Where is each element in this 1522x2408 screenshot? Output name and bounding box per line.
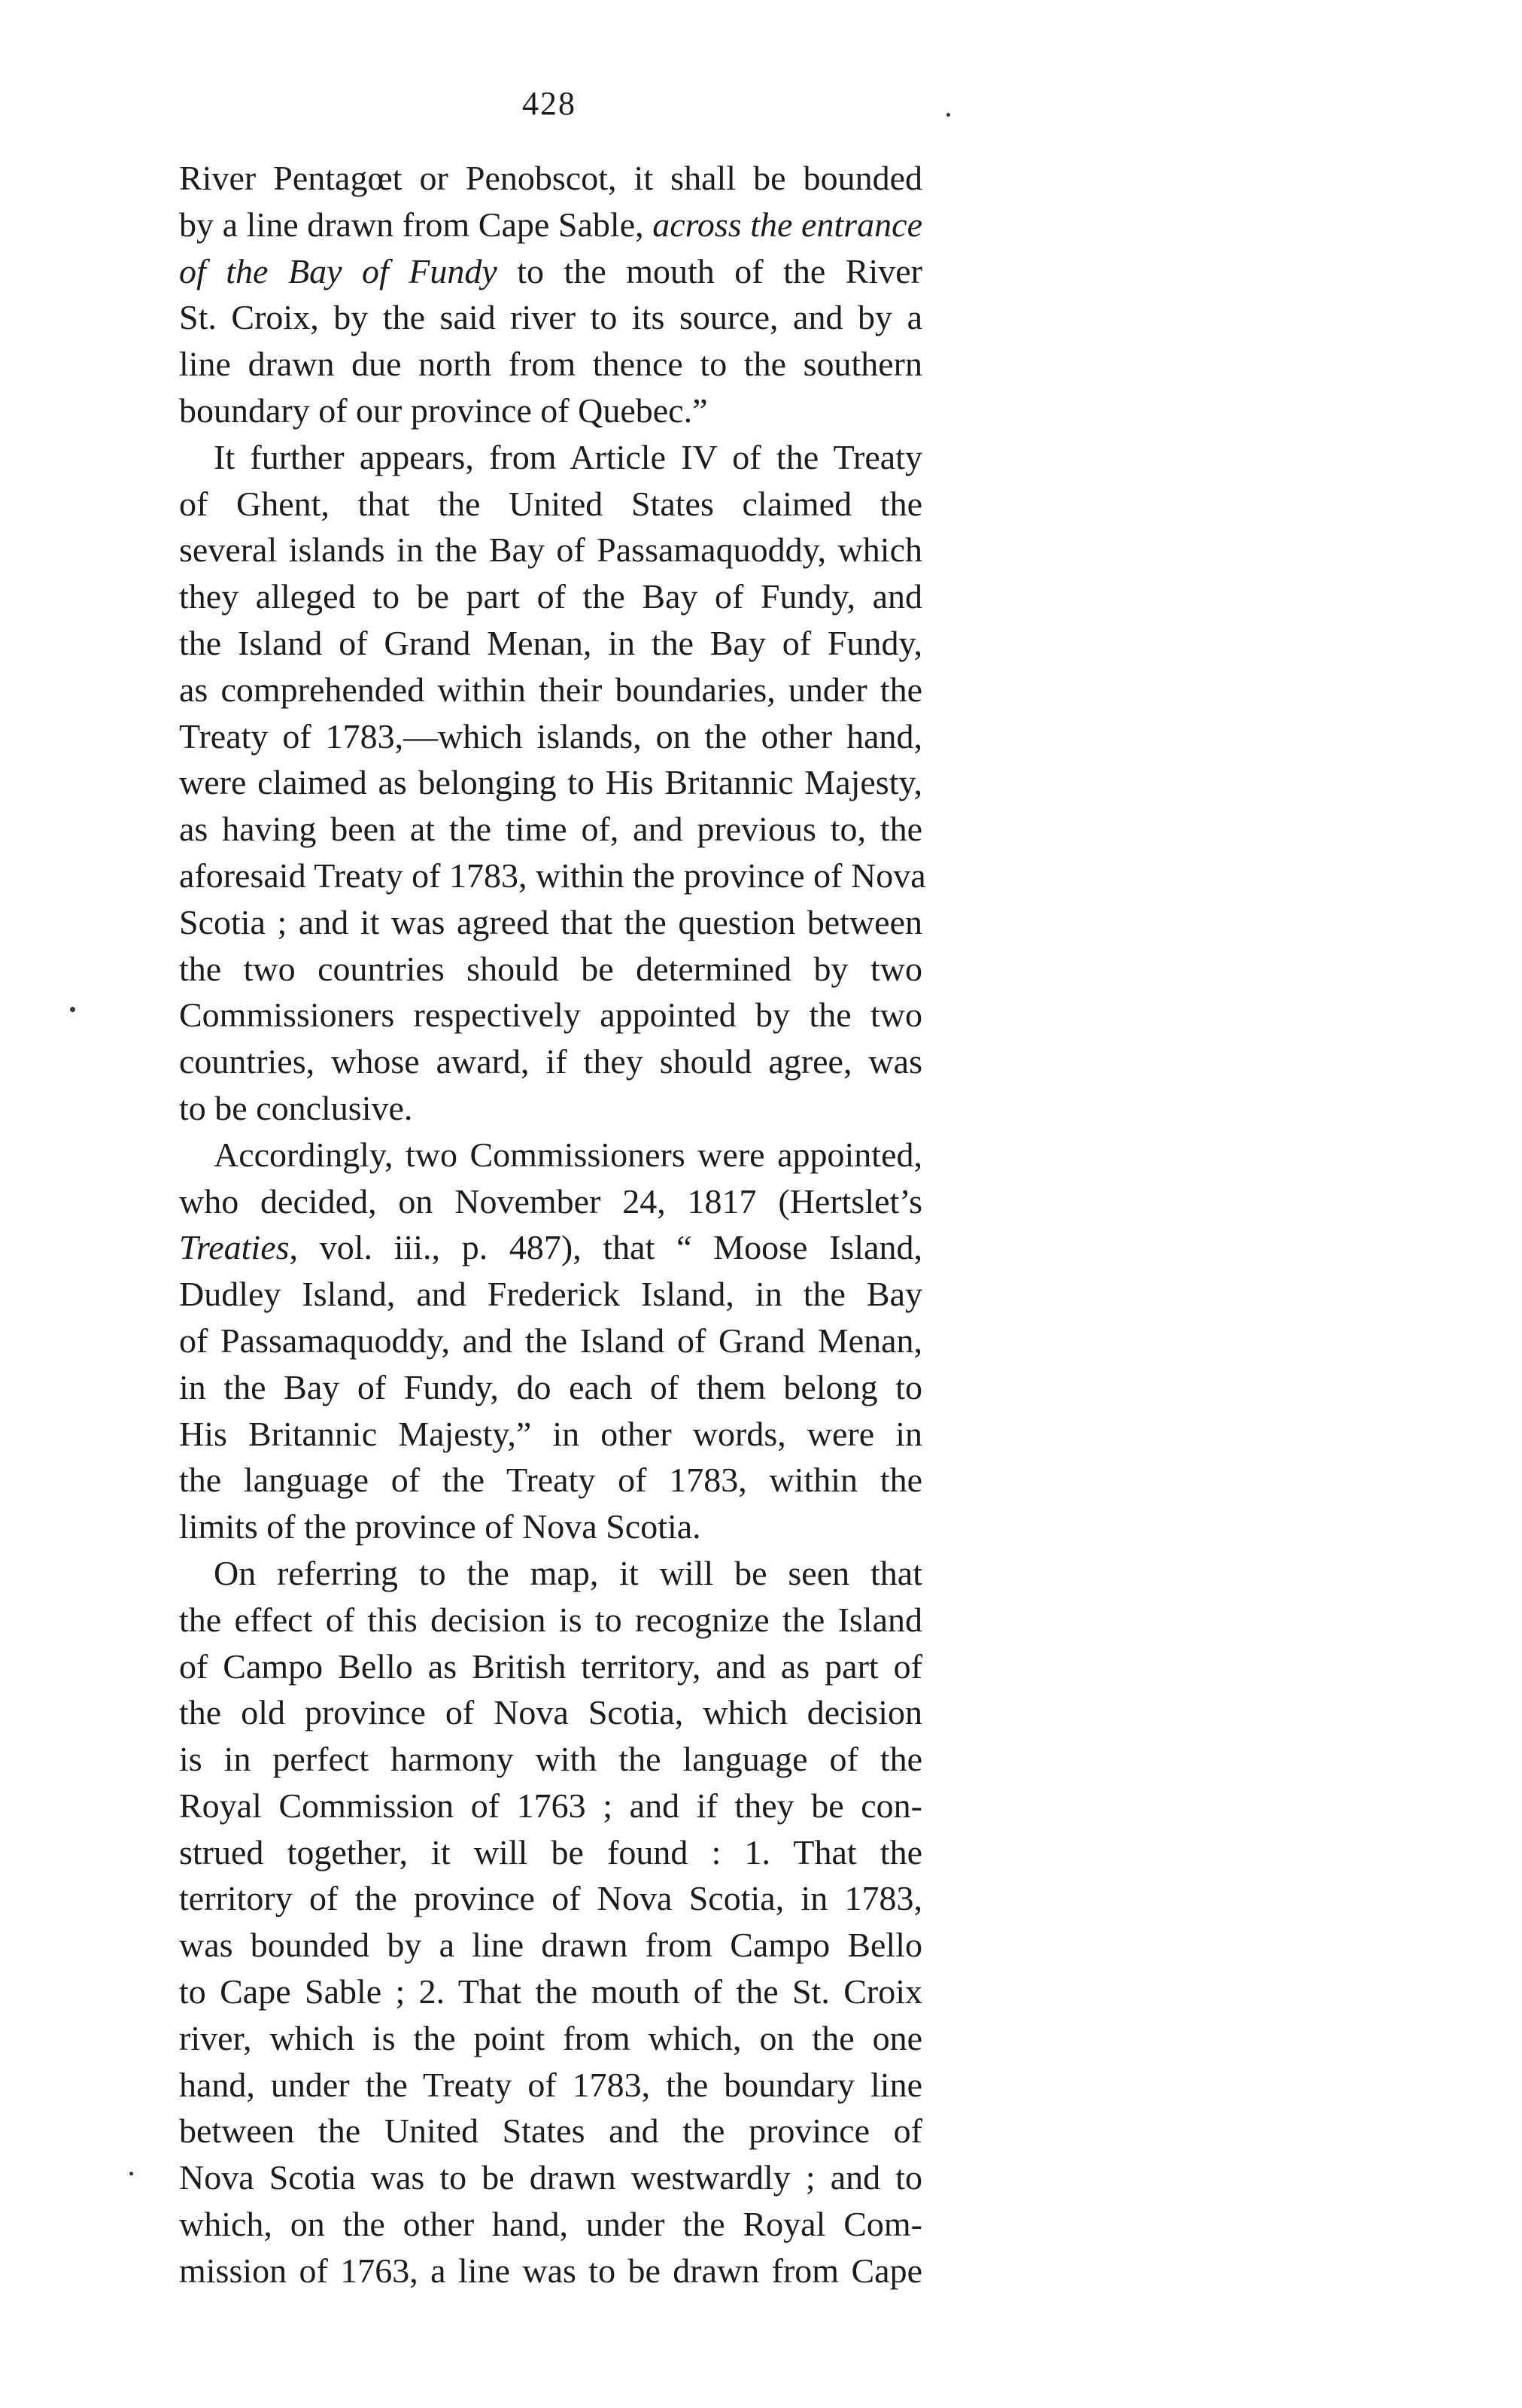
- text-line: Royal Commission of 1763 ; and if they be con-: [179, 1786, 922, 1825]
- body-text: [179, 155, 926, 2294]
- page-number: 428: [522, 85, 576, 122]
- text-line: Accordingly, two Commissioners were appointed,: [214, 1135, 922, 1174]
- text-line: the effect of this decision is to recognize the Island: [179, 1600, 922, 1639]
- text-line: limits of the province of Nova Scotia.: [179, 1507, 701, 1546]
- text-line: the two countries should be determined by two: [179, 949, 922, 988]
- text-line: the old province of Nova Scotia, which decision: [179, 1693, 922, 1732]
- text-line: Scotia ; and it was agreed that the question between: [179, 902, 922, 941]
- text-line: St. Croix, by the said river to its source, and by a: [179, 298, 922, 337]
- text-run: to the mouth of the River: [497, 251, 922, 290]
- text-line: boundary of our province of Quebec.”: [179, 391, 708, 430]
- text-line: [179, 1224, 922, 1271]
- text-line: several islands in the Bay of Passamaquoddy, which: [179, 531, 922, 570]
- italic-text: across the entrance: [652, 205, 922, 244]
- text-line: to Cape Sable ; 2. That the mouth of the St. Croix: [179, 1972, 922, 2011]
- text-line: [179, 202, 922, 248]
- text-line: strued together, it will be found : 1. That the: [179, 1832, 922, 1871]
- italic-text: Treaties: [179, 1228, 290, 1267]
- text-line: It further appears, from Article IV of the Treaty: [214, 437, 922, 476]
- text-line: mission of 1763, a line was to be drawn from Cape: [179, 2251, 922, 2290]
- text-line: they alleged to be part of the Bay of Fundy, and: [179, 577, 922, 616]
- margin-speck: [70, 1007, 75, 1012]
- text-line: countries, whose award, if they should agree, was: [179, 1042, 922, 1081]
- italic-text: of the Bay of Fundy: [179, 251, 497, 290]
- text-line: Treaty of 1783,—which islands, on the other hand,: [179, 716, 922, 756]
- text-line: River Pentagœt or Penobscot, it shall be bounded: [179, 159, 922, 197]
- text-line: as comprehended within their boundaries, under the: [179, 670, 922, 709]
- margin-speck: [946, 113, 950, 117]
- text-line: which, on the other hand, under the Royal Com-: [179, 2205, 922, 2244]
- text-run: by a line drawn from Cape Sable,: [179, 205, 653, 244]
- text-line: aforesaid Treaty of 1783, within the province of Nova: [179, 856, 926, 895]
- text-line: was bounded by a line drawn from Campo Bello: [179, 1926, 922, 1965]
- text-line: hand, under the Treaty of 1783, the boundary line: [179, 2065, 922, 2104]
- text-line: On referring to the map, it will be seen that: [214, 1553, 922, 1592]
- text-line: who decided, on November 24, 1817 (Hertslet’s: [179, 1181, 922, 1221]
- text-line: His Britannic Majesty,” in other words, were in: [179, 1414, 922, 1453]
- text-line: as having been at the time of, and previous to, the: [179, 810, 922, 849]
- text-line: of Passamaquoddy, and the Island of Grand Menan,: [179, 1321, 922, 1360]
- text-line: of Campo Bello as British territory, and as part of: [179, 1646, 922, 1686]
- text-line: is in perfect harmony with the language of the: [179, 1740, 922, 1779]
- text-line: in the Bay of Fundy, do each of them belong to: [179, 1367, 922, 1406]
- text-line: to be conclusive.: [179, 1088, 413, 1127]
- text-line: river, which is the point from which, on the one: [179, 2018, 922, 2057]
- text-line: the Island of Grand Menan, in the Bay of Fundy,: [179, 623, 922, 662]
- text-run: , vol. iii., p. 487), that “ Moose Island,: [289, 1228, 922, 1267]
- margin-speck: [129, 2172, 133, 2175]
- text-line: Nova Scotia was to be drawn westwardly ; and to: [179, 2158, 922, 2197]
- text-line: [179, 248, 922, 295]
- text-line: Dudley Island, and Frederick Island, in the Bay: [179, 1275, 922, 1314]
- text-line: between the United States and the province of: [179, 2112, 922, 2151]
- text-line: line drawn due north from thence to the southern: [179, 345, 922, 384]
- text-line: were claimed as belonging to His Britannic Majesty,: [179, 763, 922, 802]
- text-line: the language of the Treaty of 1783, within the: [179, 1461, 922, 1500]
- text-line: Commissioners respectively appointed by the two: [179, 996, 922, 1035]
- text-line: territory of the province of Nova Scotia, in 1783,: [179, 1879, 922, 1918]
- text-line: of Ghent, that the United States claimed the: [179, 484, 922, 523]
